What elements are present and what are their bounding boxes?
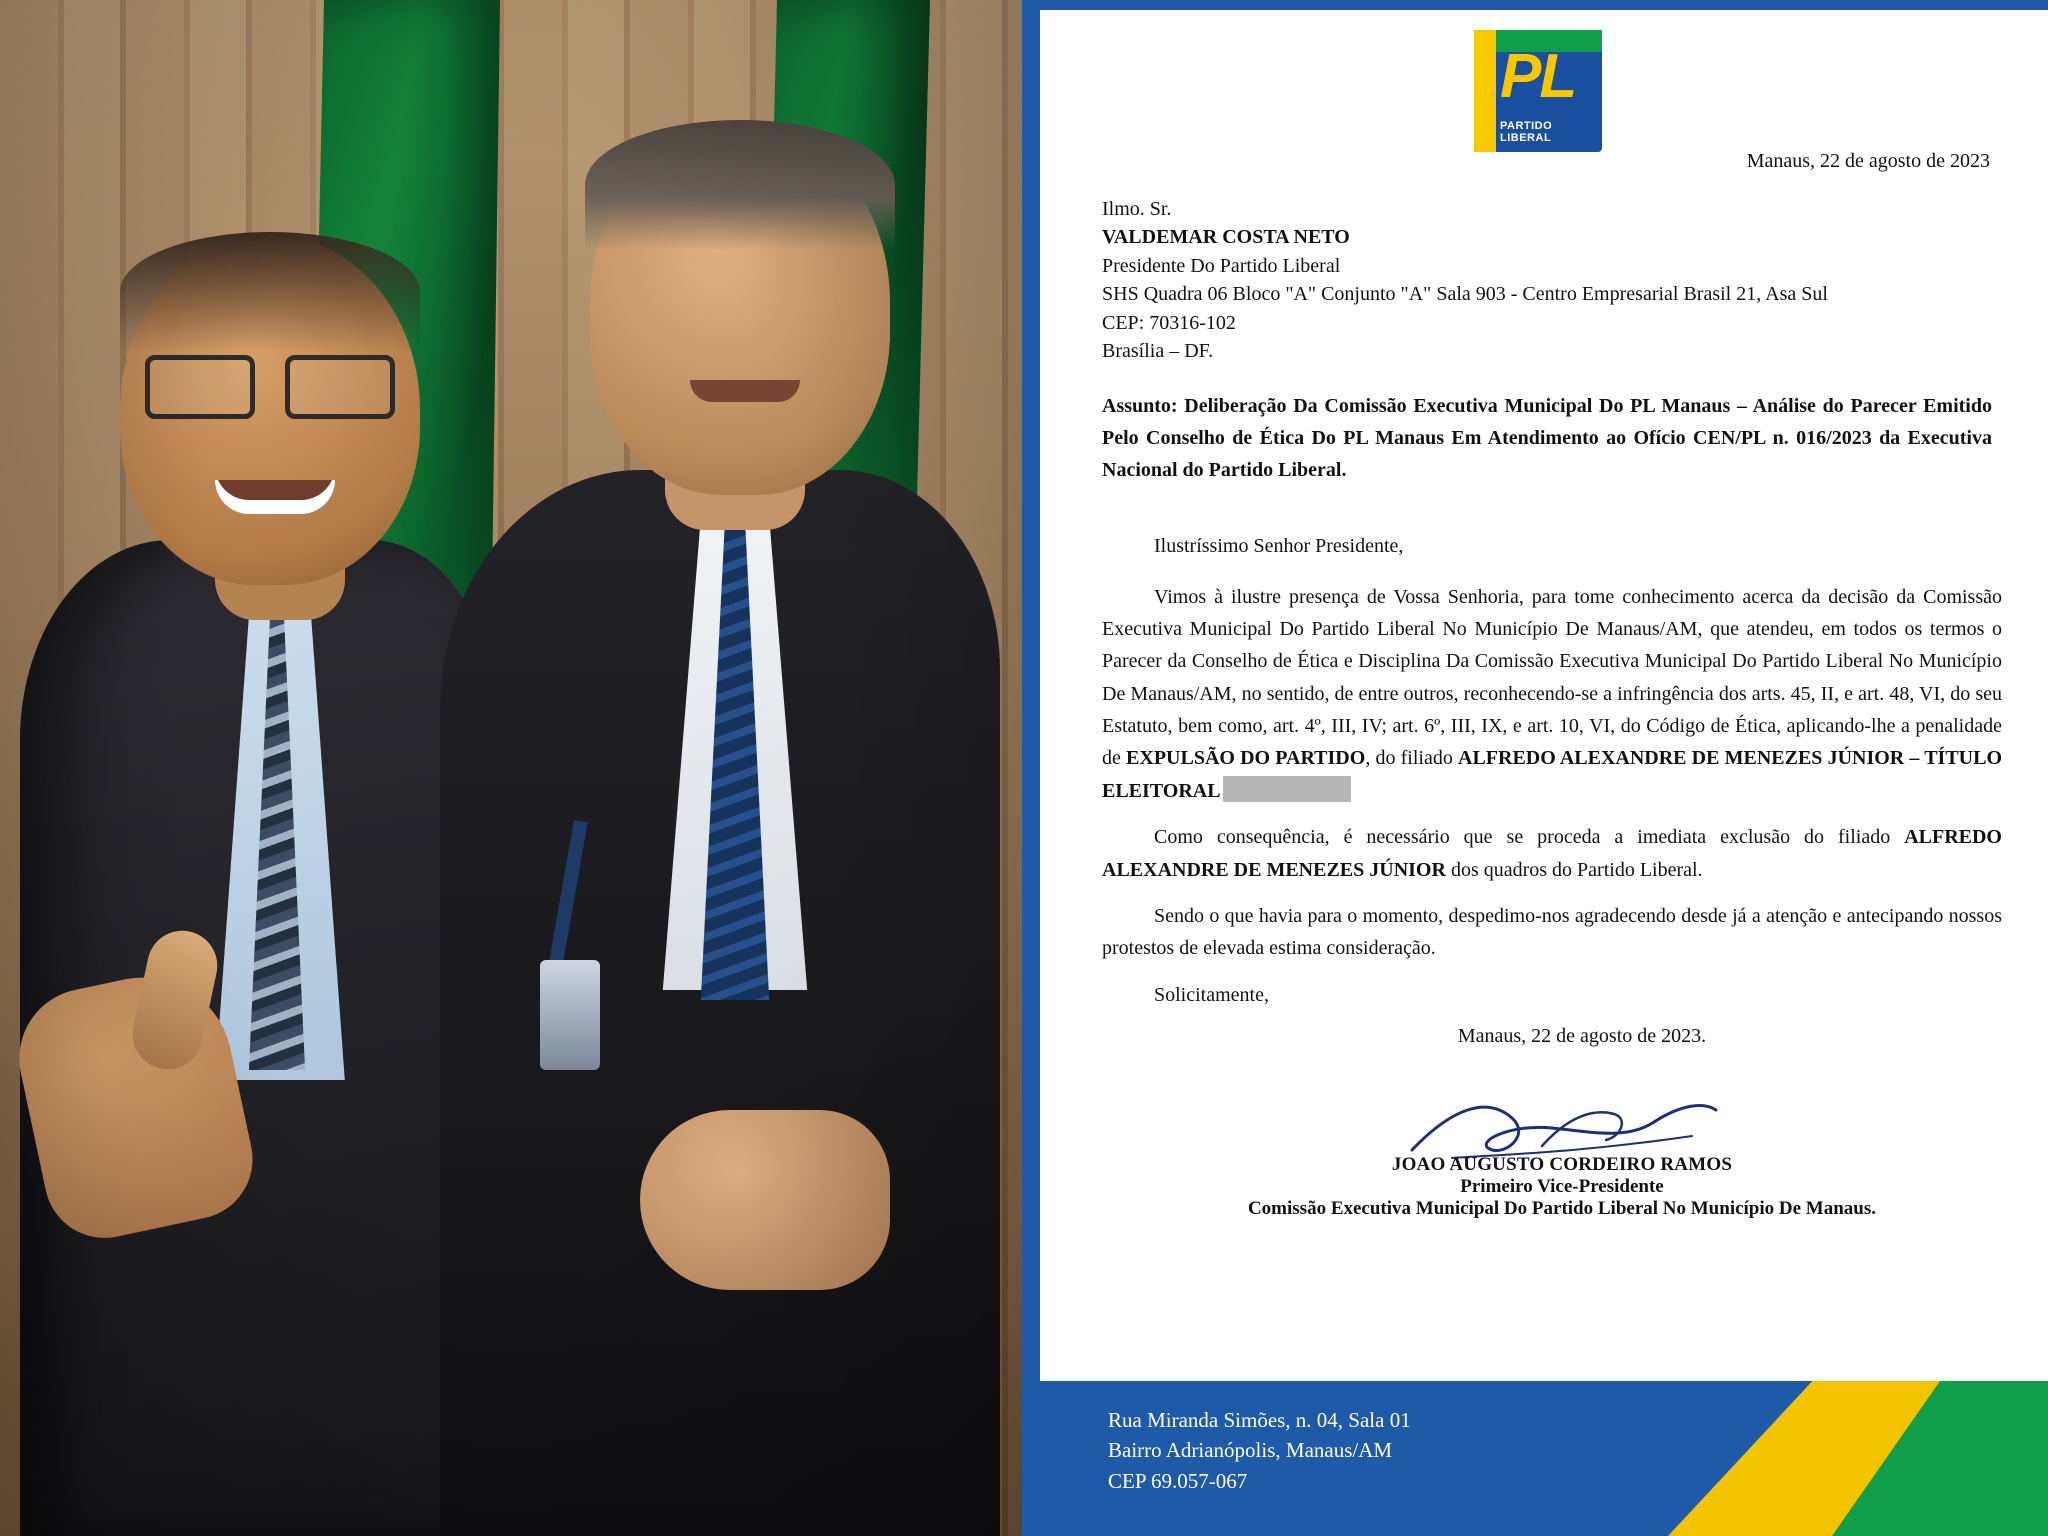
addressee-address: SHS Quadra 06 Bloco "A" Conjunto "A" Sala 903 - Centro Empresarial Brasil 21, Asa Sul xyxy=(1102,283,1828,306)
paragraph-1-bold-expulsion: EXPULSÃO DO PARTIDO xyxy=(1126,747,1366,770)
addressee-name: VALDEMAR COSTA NETO xyxy=(1102,226,1350,249)
signatory-organization: Comissão Executiva Municipal Do Partido Liberal No Município De Manaus. xyxy=(1247,1198,1877,1220)
logo-initials: PL xyxy=(1500,42,1576,111)
paragraph-1-text-b: , do filiado xyxy=(1365,747,1458,770)
signatory-name: JOAO AUGUSTO CORDEIRO RAMOS xyxy=(1391,1154,1733,1176)
photograph xyxy=(0,0,1022,1536)
addressee-block xyxy=(1102,195,2002,365)
footer-address xyxy=(1108,1405,1411,1496)
addressee-cep: CEP: 70316-102 xyxy=(1102,311,1236,334)
letter-subject: Assunto: Deliberação Da Comissão Executiva Municipal Do PL Manaus – Análise do Parecer Emitido Pelo Conselho de Ética Do PL Manaus Em Atendimento ao Ofício CEN/PL n. 016/2023 da Executiva Nacional do Partido Liberal. xyxy=(1102,395,1992,481)
document-footer xyxy=(1022,1381,2048,1536)
pl-logo xyxy=(1474,30,1602,152)
paragraph-2-text-b: dos quadros do Partido Liberal. xyxy=(1445,858,1703,881)
addressee-salutation: Ilmo. Sr. xyxy=(1102,198,1172,220)
letter-paragraph-1 xyxy=(1102,581,2002,808)
redacted-voter-id xyxy=(1223,776,1351,802)
paragraph-1-text-a: Vimos à ilustre presença de Vossa Senhoria, para tome conhecimento acerca da decisão da Comissão Executiva Municipal Do Partido Liberal No Município De Manaus/AM, que atendeu, em todos os termos o Parecer da Conselho de Ética e Disciplina Da Comissão Executiva Municipal Do Partido Liberal No Município De Manaus/AM, no sentido, de entre outros, reconhecendo-se a infringência dos arts. 45, II, e art. 48, VI, do seu Estatuto, bem como, art. 4º, III, IV; art. 6º, III, IX, e art. 10, VI, do Código de Ética, aplicando-lhe a penalidade de xyxy=(1102,585,2002,770)
letter-date: Manaus, 22 de agosto de 2023 xyxy=(1746,150,1990,172)
logo-subtitle: PARTIDO LIBERAL xyxy=(1500,120,1553,144)
letter-paragraph-4: Solicitamente, xyxy=(1154,983,1269,1006)
addressee-role: Presidente Do Partido Liberal xyxy=(1102,254,1341,277)
document-left-border xyxy=(1022,0,1040,1536)
letter-body xyxy=(1102,150,2002,1220)
footer-address-line-2: Bairro Adrianópolis, Manaus/AM xyxy=(1108,1438,1393,1463)
logo-yellow-stripe xyxy=(1474,30,1496,152)
document-top-border xyxy=(1022,0,2048,10)
letter-document xyxy=(1022,0,2048,1536)
letter-greeting: Ilustríssimo Senhor Presidente, xyxy=(1154,535,1404,558)
paragraph-2-bold-member-name: ALFREDO ALEXANDRE DE MENEZES JÚNIOR xyxy=(1102,826,2002,881)
signature-block xyxy=(1102,1088,2002,1220)
signatory-role: Primeiro Vice-Presidente xyxy=(1460,1176,1664,1198)
letter-paragraph-2 xyxy=(1102,821,2002,886)
letter-paragraph-3: Sendo o que havia para o momento, despedimo-nos agradecendo desde já a atenção e antecipando nossos protestos de elevada estima consideração. xyxy=(1102,905,2002,960)
photo-vignette xyxy=(0,0,1022,1536)
paragraph-1-bold-member-name: ALFREDO ALEXANDRE DE MENEZES JÚNIOR – TÍTULO ELEITORAL xyxy=(1102,747,2002,802)
paragraph-2-text-a: Como consequência, é necessário que se proceda a imediata exclusão do filiado xyxy=(1154,826,1905,849)
footer-address-line-1: Rua Miranda Simões, n. 04, Sala 01 xyxy=(1108,1408,1411,1432)
addressee-city: Brasília – DF. xyxy=(1102,339,1214,362)
letter-closing-date: Manaus, 22 de agosto de 2023. xyxy=(1457,1025,1707,1048)
footer-address-line-3: CEP 69.057-067 xyxy=(1108,1468,1248,1493)
